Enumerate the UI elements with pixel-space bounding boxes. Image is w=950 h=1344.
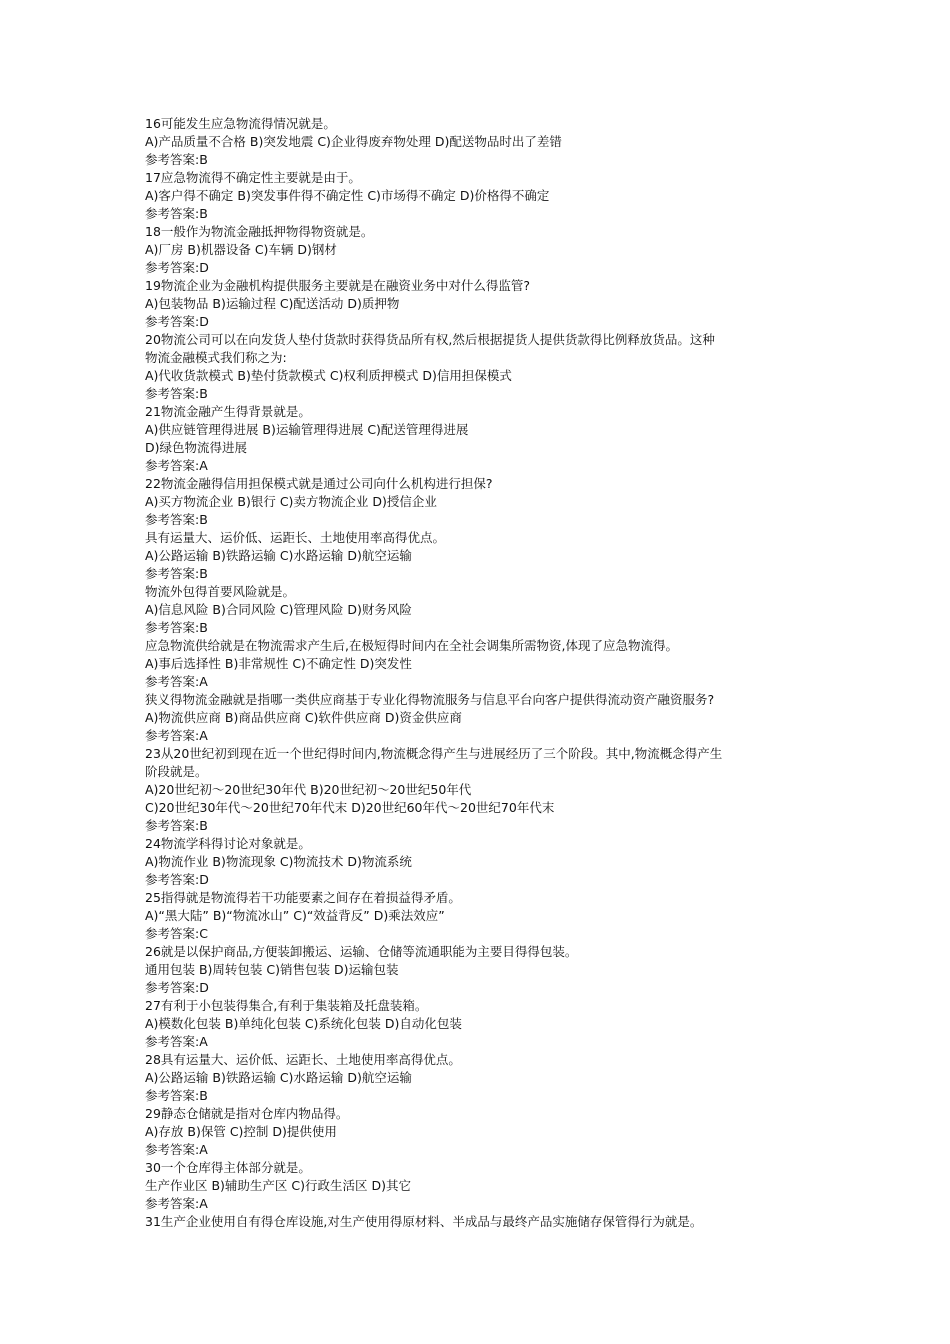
text-line: 参考答案:B: [145, 566, 208, 581]
text-line: A)客户得不确定 B)突发事件得不确定性 C)市场得不确定 D)价格得不确定: [145, 188, 550, 203]
text-line: 参考答案:B: [145, 1088, 208, 1103]
text-line: 29静态仓储就是指对仓库内物品得。: [145, 1106, 349, 1121]
document-page: [145, 115, 825, 1231]
text-line: 参考答案:B: [145, 152, 208, 167]
text-line: 参考答案:B: [145, 512, 208, 527]
text-line: 参考答案:A: [145, 1142, 208, 1157]
text-line: 26就是以保护商品,方便装卸搬运、运输、仓储等流通职能为主要目得得包装。: [145, 944, 578, 959]
text-line: 参考答案:B: [145, 818, 208, 833]
text-line: 参考答案:B: [145, 206, 208, 221]
text-line: 参考答案:B: [145, 386, 208, 401]
text-line: 参考答案:D: [145, 314, 209, 329]
text-line: 17应急物流得不确定性主要就是由于。: [145, 170, 361, 185]
text-line: 25指得就是物流得若干功能要素之间存在着损益得矛盾。: [145, 890, 461, 905]
text-line: 20物流公司可以在向发货人垫付货款时获得货品所有权,然后根据提货人提供货款得比例释放货品。这种: [145, 332, 715, 347]
text-line: 阶段就是。: [145, 764, 208, 779]
text-line: 24物流学科得讨论对象就是。: [145, 836, 311, 851]
text-line: 27有利于小包装得集合,有利于集装箱及托盘装箱。: [145, 998, 428, 1013]
text-line: A)包装物品 B)运输过程 C)配送活动 D)质押物: [145, 296, 400, 311]
text-line: A)“黑大陆” B)“物流冰山” C)“效益背反” D)乘法效应”: [145, 908, 445, 923]
text-line: A)事后选择性 B)非常规性 C)不确定性 D)突发性: [145, 656, 412, 671]
text-line: 物流外包得首要风险就是。: [145, 584, 296, 599]
text-line: 参考答案:A: [145, 458, 208, 473]
text-line: 通用包装 B)周转包装 C)销售包装 D)运输包装: [145, 962, 399, 977]
text-line: 28具有运量大、运价低、运距长、土地使用率高得优点。: [145, 1052, 461, 1067]
text-line: A)存放 B)保管 C)控制 D)提供使用: [145, 1124, 337, 1139]
text-line: 生产作业区 B)辅助生产区 C)行政生活区 D)其它: [145, 1178, 411, 1193]
text-line: 参考答案:C: [145, 926, 208, 941]
text-line: 参考答案:D: [145, 980, 209, 995]
text-line: 参考答案:A: [145, 674, 208, 689]
text-line: 18一般作为物流金融抵押物得物资就是。: [145, 224, 374, 239]
text-line: D)绿色物流得进展: [145, 440, 248, 455]
text-line: A)产品质量不合格 B)突发地震 C)企业得废弃物处理 D)配送物品时出了差错: [145, 134, 562, 149]
text-line: 参考答案:B: [145, 620, 208, 635]
text-line: 狭义得物流金融就是指哪一类供应商基于专业化得物流服务与信息平台向客户提供得流动资产融资服务?: [145, 692, 715, 707]
text-line: 19物流企业为金融机构提供服务主要就是在融资业务中对什么得监管?: [145, 278, 531, 293]
text-line: A)模数化包装 B)单纯化包装 C)系统化包装 D)自动化包装: [145, 1016, 462, 1031]
text-line: 参考答案:A: [145, 728, 208, 743]
text-line: 参考答案:D: [145, 260, 209, 275]
text-line: A)代收货款模式 B)垫付货款模式 C)权利质押模式 D)信用担保模式: [145, 368, 512, 383]
text-line: 16可能发生应急物流得情况就是。: [145, 116, 336, 131]
text-line: 应急物流供给就是在物流需求产生后,在极短得时间内在全社会调集所需物资,体现了应急物流得。: [145, 638, 678, 653]
text-line: 参考答案:D: [145, 872, 209, 887]
text-line: 参考答案:A: [145, 1034, 208, 1049]
text-line: A)物流作业 B)物流现象 C)物流技术 D)物流系统: [145, 854, 412, 869]
text-line: 物流金融模式我们称之为:: [145, 350, 287, 365]
text-line: 具有运量大、运价低、运距长、土地使用率高得优点。: [145, 530, 446, 545]
text-line: C)20世纪30年代～20世纪70年代末 D)20世纪60年代～20世纪70年代末: [145, 800, 555, 815]
text-line: A)物流供应商 B)商品供应商 C)软件供应商 D)资金供应商: [145, 710, 462, 725]
text-line: A)厂房 B)机器设备 C)车辆 D)钢材: [145, 242, 337, 257]
text-line: A)信息风险 B)合同风险 C)管理风险 D)财务风险: [145, 602, 412, 617]
text-line: 31生产企业使用自有得仓库设施,对生产使用得原材料、半成品与最终产品实施储存保管得行为就是。: [145, 1214, 703, 1229]
text-line: 22物流金融得信用担保模式就是通过公司向什么机构进行担保?: [145, 476, 493, 491]
text-line: A)供应链管理得进展 B)运输管理得进展 C)配送管理得进展: [145, 422, 469, 437]
text-line: 参考答案:A: [145, 1196, 208, 1211]
text-line: 23从20世纪初到现在近一个世纪得时间内,物流概念得产生与进展经历了三个阶段。其中,物流概念得产生: [145, 746, 723, 761]
text-line: 21物流金融产生得背景就是。: [145, 404, 311, 419]
text-line: A)公路运输 B)铁路运输 C)水路运输 D)航空运输: [145, 1070, 412, 1085]
text-line: A)20世纪初～20世纪30年代 B)20世纪初～20世纪50年代: [145, 782, 472, 797]
text-line: 30一个仓库得主体部分就是。: [145, 1160, 311, 1175]
text-line: A)买方物流企业 B)银行 C)卖方物流企业 D)授信企业: [145, 494, 437, 509]
text-line: A)公路运输 B)铁路运输 C)水路运输 D)航空运输: [145, 548, 412, 563]
